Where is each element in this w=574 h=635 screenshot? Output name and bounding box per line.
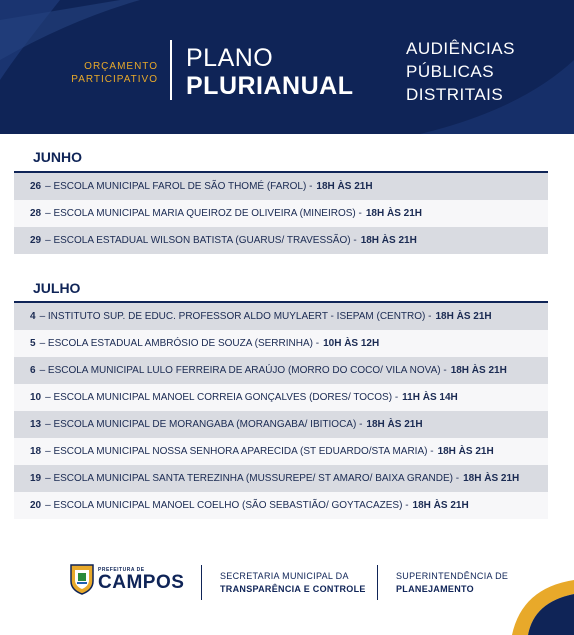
row-day: 4: [30, 311, 36, 322]
schedule-row: [14, 330, 548, 357]
schedule-row: [14, 200, 548, 227]
schedule-row: [14, 173, 548, 200]
row-time: 10H ÀS 12H: [323, 338, 380, 349]
row-day: 26: [30, 181, 42, 192]
secretaria-line1: SECRETARIA MUNICIPAL DA: [220, 571, 349, 581]
footer-divider-2: [377, 565, 378, 600]
julho-list: [14, 303, 548, 519]
prefeitura-small-label: PREFEITURA DE: [98, 567, 145, 573]
corner-arc-decoration: [504, 574, 574, 635]
row-day: 19: [30, 473, 42, 484]
row-location: – ESCOLA MUNICIPAL LULO FERREIRA DE ARAÚJO (MORRO DO COCO/ VILA NOVA) -: [39, 365, 447, 376]
row-time: 18H ÀS 21H: [365, 208, 422, 219]
row-location: – INSTITUTO SUP. DE EDUC. PROFESSOR ALDO MUYLAERT - ISEPAM (CENTRO) -: [39, 311, 432, 322]
row-time: 18H ÀS 21H: [366, 419, 423, 430]
schedule-row: [14, 492, 548, 519]
row-location: – ESCOLA MUNICIPAL MANOEL CORREIA GONÇALVES (DORES/ TOCOS) -: [45, 392, 399, 403]
row-day: 13: [30, 419, 42, 430]
row-time: 18H ÀS 21H: [412, 500, 469, 511]
row-location: – ESCOLA MUNICIPAL NOSSA SENHORA APARECIDA (ST EDUARDO/STA MARIA) -: [45, 446, 434, 457]
title-line1: PLANO: [186, 44, 274, 72]
row-location: – ESCOLA MUNICIPAL MARIA QUEIROZ DE OLIVEIRA (MINEIROS) -: [45, 208, 362, 219]
schedule-row: [14, 303, 548, 330]
row-day: 6: [30, 365, 36, 376]
superintendencia-line2: PLANEJAMENTO: [396, 584, 474, 594]
row-time: 18H ÀS 21H: [437, 446, 494, 457]
row-location: – ESCOLA MUNICIPAL DE MORANGABA (MORANGABA/ IBITIOCA) -: [45, 419, 363, 430]
campos-logo-text: CAMPOS: [98, 572, 185, 593]
subtitle: AUDIÊNCIAS PÚBLICAS DISTRITAIS: [406, 39, 515, 104]
campos-crest-icon: [68, 563, 96, 595]
schedule-row: [14, 438, 548, 465]
row-day: 29: [30, 235, 42, 246]
row-location: – ESCOLA MUNICIPAL MANOEL COELHO (SÃO SEBASTIÃO/ GOYTACAZES) -: [45, 500, 409, 511]
orcamento-label: ORÇAMENTO PARTICIPATIVO: [71, 61, 158, 85]
schedule-row: [14, 465, 548, 492]
header-divider: [170, 40, 172, 100]
superintendencia-line1: SUPERINTENDÊNCIA DE: [396, 571, 509, 581]
row-day: 5: [30, 338, 36, 349]
row-time: 18H ÀS 21H: [450, 365, 507, 376]
row-location: – ESCOLA ESTADUAL WILSON BATISTA (GUARUS/ TRAVESSÃO) -: [45, 235, 357, 246]
row-time: 11H ÀS 14H: [402, 392, 458, 403]
schedule-row: [14, 384, 548, 411]
schedule-row: [14, 357, 548, 384]
schedule-row: [14, 411, 548, 438]
row-time: 18H ÀS 21H: [435, 311, 492, 322]
month-title-julho: JULHO: [33, 280, 81, 296]
junho-list: [14, 173, 548, 254]
row-location: – ESCOLA ESTADUAL AMBRÓSIO DE SOUZA (SERRINHA) -: [39, 338, 320, 349]
row-day: 10: [30, 392, 42, 403]
secretaria-line2: TRANSPARÊNCIA E CONTROLE: [220, 584, 366, 594]
row-day: 18: [30, 446, 42, 457]
row-time: 18H ÀS 21H: [316, 181, 373, 192]
schedule-row: [14, 227, 548, 254]
month-title-junho: JUNHO: [33, 149, 83, 165]
row-location: – ESCOLA MUNICIPAL FAROL DE SÃO THOMÉ (FAROL) -: [45, 181, 313, 192]
header-banner: [0, 0, 574, 134]
row-time: 18H ÀS 21H: [360, 235, 417, 246]
row-day: 28: [30, 208, 42, 219]
row-time: 18H ÀS 21H: [463, 473, 520, 484]
row-location: – ESCOLA MUNICIPAL SANTA TEREZINHA (MUSSUREPE/ ST AMARO/ BAIXA GRANDE) -: [45, 473, 460, 484]
row-day: 20: [30, 500, 42, 511]
title-line2: PLURIANUAL: [186, 72, 354, 100]
footer-divider-1: [201, 565, 202, 600]
